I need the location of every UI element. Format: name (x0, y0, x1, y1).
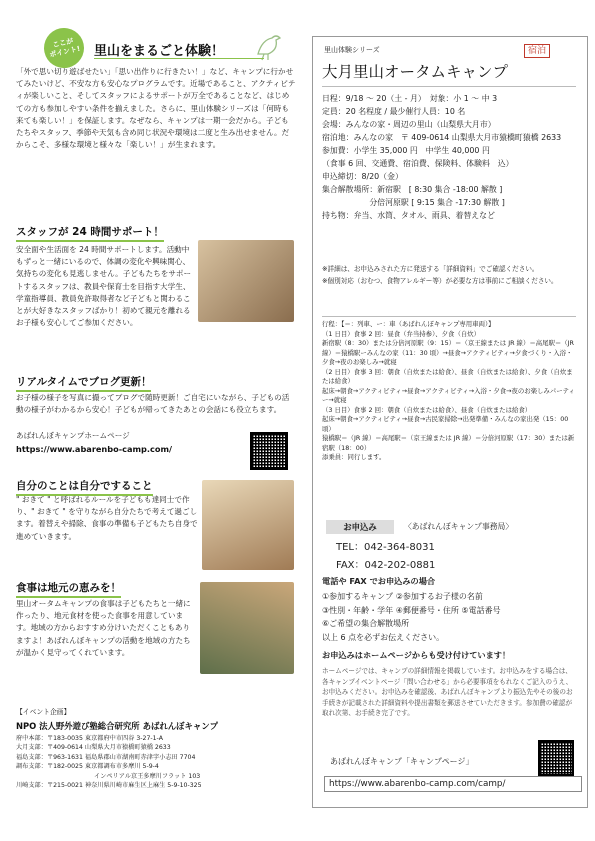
fax-heading: 電話や FAX でお申込みの場合 (322, 576, 436, 586)
itinerary-rule (322, 316, 576, 317)
title-rule (94, 58, 264, 59)
org-name: NPO 法人野外遊び塾総合研究所 あばれんぼキャンプ (16, 721, 218, 731)
selfcare-photo (202, 480, 294, 570)
detail-line: 申込締切：8/20（金） (322, 172, 403, 181)
detail-line: 参加費：小学生 35,000 円 中学生 40,000 円 (322, 146, 490, 155)
itinerary-line: 起床→朝食→アクティビティ→昼食→古民家掃除→出発準備・みんなの家出発（15：00 頃） (322, 415, 569, 433)
web-body: ホームページでは、キャンプの詳細情報を掲載しています。お申込みをする場合は、各キャンプイベントページ「問い合わせる」から必要事項をもれなくご記入のうえ、お申込みください。お申込みを確認後、あばれんぼキャンプより振込先やその後のお手続きが記載された詳細資料や提出書類を郵送させていただきます。参加費の確認が取れ次第、お手続き完了です。 (322, 667, 573, 717)
support-photo (198, 240, 294, 322)
selfcare-heading-text: 自分のことは自分ですること (16, 478, 153, 496)
office-row: 川崎支部：〒215-0021 神奈川県川崎市麻生区上麻生 5-9-10-325 (16, 782, 202, 790)
org-caption: 【イベント企画】 (16, 708, 71, 716)
food-text: 里山オータムキャンプの食事は子どもたちと一緒に作ったり、地元食材を使った食事を用意しています。地域の方からおすすめ分けいただくこともありますよ！あばれんぼキャンプの活動を地域の方たちが温かく見守ってくれています。 (16, 599, 191, 657)
intro-text: 「外で思い切り遊ばせたい」「思い出作りに行きたい！」など、キャンプに行かせてみたいけど、不安な方も安心なプログラムです。近場であること、アクティビティが楽しいこと、そしてスタッフによるサポートが万全であることなど、はじめての方も参加しやすい条件を揃えました。さらに、里山体験シリーズは「何時も来ても楽しい！」を保証します。なぜなら、キャンプは一期一会だから。子どもたちやスタッフ、季節や天気も含め同じ状況や環境は二度と生み出せません。だからこそ、多様な環境と様々な「楽しい！」が生まれます。 (16, 67, 296, 150)
food-heading-text: 食事は地元の恵みを！ (16, 580, 121, 598)
detail-line: 定員：20 名程度 / 最少催行人員：10 名 (322, 107, 466, 116)
note-line: ※詳細は、お申込みされた方に発送する「詳細資料」でご確認ください。 (322, 265, 539, 273)
fax-item: ③性別・年齢・学年 ④郵便番号・住所 ⑤電話番号 (322, 605, 501, 615)
page-title: 里山をまるごと体験！ (94, 44, 225, 59)
apply-label: お申込み (326, 520, 394, 534)
office-row: 大月支部：〒409-0614 山梨県大月市猿橋町猿橋 2633 (16, 744, 171, 752)
food-photo (200, 582, 294, 674)
itinerary-line: （1 日目）食事 2 回：昼食（弁当持参）、夕食（自炊） (322, 329, 481, 338)
blog-heading-text: リアルタイムでブログ更新！ (16, 374, 151, 392)
detail-line: 分倍河原駅 [ 9:15 集合 -17:30 解散 ] (322, 198, 505, 207)
itinerary-line: 添乗員：同行します。 (322, 453, 386, 461)
fax-item: ⑥ご希望の集合解散場所 (322, 619, 410, 628)
blog-text: お子様の様子を写真に撮ってブログで随時更新！ご自宅にいながら、子どもの活動の様子がわかるから安心！子どもが帰ってきたあとの会話にも役立ちます。 (16, 393, 290, 415)
detail-line: 持ち物：弁当、水筒、タオル、雨具、着替えなど (322, 211, 495, 220)
itinerary-line: 新宿駅（8：30）または分倍河原駅（9：15）＝（京王線または JR 線）＝高尾駅＝（JR 線）＝猿橋駅ーみんなの家（11：30 頃）→昼食→アクティビティ→夕食づくり・入浴・夕食→夜のお楽しみ→就寝 (322, 339, 574, 366)
section-heading-blog (16, 374, 296, 392)
detail-line: 日程：9/18 〜 20（土 - 月） 対象：小 1 〜 中 3 (322, 94, 498, 103)
series-label: 里山体験シリーズ (324, 46, 380, 54)
detail-line: 集合解散場所：新宿駅 [ 8:30 集合 -18:00 解散 ] (322, 185, 503, 194)
support-heading-text: スタッフが 24 時間サポート！ (16, 224, 164, 242)
event-title: 大月里山オータムキャンプ (322, 63, 509, 81)
apply-fax: FAX：042-202-0881 (336, 560, 436, 571)
apply-office: 〈あばれんぼキャンプ事務局〉 (404, 522, 514, 531)
fax-items (322, 590, 578, 644)
office-row: 府中本部：〒183-0035 東京都府中市四谷 3-27-1-A (16, 735, 164, 742)
itinerary-line: 猿橋駅＝（JR 線）＝高尾駅＝（京王線または JR 線）＝分倍河原駅（17：30）または新宿駅（18：00） (322, 434, 575, 452)
detail-line: （食事 6 回、交通費、宿泊費、保険料、体験料 込） (322, 159, 514, 168)
fax-item: ①参加するキャンプ ②参加するお子様の名前 (322, 592, 483, 601)
org-offices (16, 734, 306, 790)
camp-page-qr-code[interactable] (538, 740, 574, 776)
camp-page-label: あばれんぼキャンプ「キャンプページ」 (330, 757, 474, 766)
note-line: ※個別対応（おむつ、食物アレルギー等）が必要な方は事前にご相談ください。 (322, 277, 558, 285)
point-badge: ここが ポイント! (40, 24, 87, 71)
event-title-rule (322, 86, 576, 87)
fax-item: 以上 6 点を必ずお伝えください。 (322, 632, 445, 642)
homepage-url-link[interactable]: https://www.abarenbo-camp.com/ (16, 444, 173, 454)
office-row: インペリアル京王多摩川フラット 103 (94, 772, 201, 780)
homepage-link-label: あばれんぼキャンプホームページ (16, 431, 130, 440)
event-details (322, 92, 578, 222)
office-row: 福島支部：〒963-1631 福島県郡山市湖南町赤津字小志田 7704 (16, 753, 196, 761)
lodging-tag: 宿泊 (524, 44, 550, 58)
itinerary-line: （3 日目）食事 2 回：朝食（自炊または給食）、昼食（自炊または給食） (322, 405, 532, 414)
support-text: 安全面や生活面を 24 時間サポートします。活動中もずっと一緒にいるので、体調の変化や興味関心、気持ちの変化も見逃しません。子どもたちをサポートするスタッフは、教員や保育士を目指す大学生、学童指導員、教員免許取得者など子どもと関わることが大好きなスタッフばかり！初めて親元を離れるお子様も安心してご参加ください。 (16, 245, 192, 328)
apply-tel[interactable]: TEL：042-364-8031 (336, 542, 435, 553)
bird-icon (252, 28, 286, 66)
itinerary-line: 起床→朝食→アクティビティ→昼食→アクティビティ→入浴・夕食→夜のお楽しみパーティー→就寝 (322, 386, 575, 404)
web-heading: お申込みはホームページからも受け付けています！ (322, 650, 511, 660)
event-notes (322, 264, 578, 286)
itinerary-line: （2 日目）食事 3 回：朝食（自炊または給食）、昼食（自炊または給食）、夕食（自炊または給食） (322, 367, 573, 385)
itinerary-line: 行程：【＝：列車、ー：車（あばれんぼキャンプ専用車両）】 (322, 320, 495, 328)
itinerary (322, 320, 578, 463)
homepage-qr-code[interactable] (250, 432, 288, 470)
detail-line: 宿泊地：みんなの家 〒 409-0614 山梨県大月市猿橋町猿橋 2633 (322, 133, 562, 142)
office-row: 調布支部：〒182-0025 東京都調布市多摩川 5-9-4 (16, 763, 159, 771)
detail-line: 会場：みんなの家・周辺の里山（山梨県大月市） (322, 120, 496, 129)
selfcare-text: " おきて " と呼ばれるルールを子どもも達同士で作り、" おきて " を守りながら自分たちで考えて過ごします。着替えや掃除、食事の準備も子どもたち自身で進めていきます。 (16, 495, 198, 541)
camp-page-url-link[interactable]: https://www.abarenbo-camp.com/camp/ (324, 776, 582, 792)
